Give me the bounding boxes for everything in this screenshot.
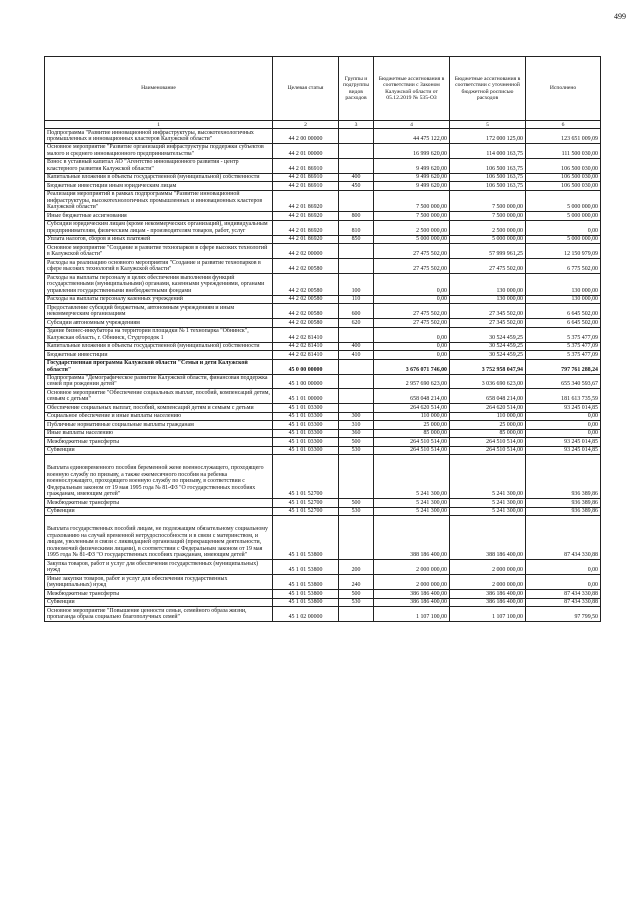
table-row (45, 590, 601, 598)
row-executed: 5 000 000,00 (526, 235, 601, 243)
row-law-allocation: 2 000 000,00 (374, 575, 450, 590)
row-name: Выплата государственных пособий лицам, не подлежащим обязательному социальному страхованию на случай временной нетрудоспособности и в связи с материнством, и лицам, уволенным в связи с ликвидацией организаций (прекращением деятельности, полномочий физическими лицами), в соответствии с Федеральным законом от 19 мая 1995 года № 81-ФЗ "О государственных пособиях гражданам, имеющим детей" (45, 516, 273, 560)
row-executed: 106 500 030,00 (526, 182, 601, 190)
row-executed: 87 434 330,88 (526, 598, 601, 606)
row-executed: 797 761 288,24 (526, 359, 601, 374)
row-law-allocation: 264 510 514,00 (374, 446, 450, 454)
row-law-allocation: 9 499 620,00 (374, 182, 450, 190)
row-target-code: 44 2 02 81410 (273, 327, 339, 342)
row-revised-allocation: 1 107 100,00 (450, 607, 526, 622)
row-executed: 5 375 477,09 (526, 342, 601, 350)
row-name: Иные закупки товаров, работ и услуг для обеспечения государственных (муниципальных) нужд (45, 575, 273, 590)
row-name: Закупка товаров, работ и услуг для обеспечения государственных (муниципальных) нужд (45, 560, 273, 575)
row-target-code: 44 2 01 00000 (273, 143, 339, 158)
row-name: Капитальные вложения в объекты государственной (муниципальной) собственности (45, 342, 273, 350)
row-name: Бюджетные инвестиции (45, 351, 273, 359)
row-law-allocation: 9 499 620,00 (374, 173, 450, 181)
row-expense-group: 530 (339, 598, 374, 606)
row-executed: 130 000,00 (526, 274, 601, 295)
row-target-code: 45 1 01 00000 (273, 389, 339, 404)
row-revised-allocation: 85 000,00 (450, 429, 526, 437)
row-target-code: 44 2 02 00580 (273, 274, 339, 295)
row-expense-group: 110 (339, 295, 374, 303)
row-expense-group: 600 (339, 304, 374, 319)
row-expense-group (339, 607, 374, 622)
row-target-code: 44 2 02 00000 (273, 244, 339, 259)
row-name: Основное мероприятие "Развитие организаций инфраструктуры поддержки субъектов малого и среднего инновационного предпринимательства" (45, 143, 273, 158)
row-law-allocation: 0,00 (374, 274, 450, 295)
table-row (45, 342, 601, 350)
table-row (45, 446, 601, 454)
row-name: Подпрограмма "Демографическое развитие Калужской области, финансовая поддержка семей при рождении детей" (45, 374, 273, 389)
row-expense-group (339, 516, 374, 560)
header-group: Группы и подгруппы видов расходов (339, 57, 374, 121)
row-law-allocation: 16 999 620,00 (374, 143, 450, 158)
row-revised-allocation: 114 000 163,75 (450, 143, 526, 158)
row-expense-group (339, 389, 374, 404)
row-expense-group: 530 (339, 446, 374, 454)
row-executed: 0,00 (526, 220, 601, 235)
row-executed: 123 651 009,09 (526, 129, 601, 144)
row-target-code: 45 1 01 52700 (273, 507, 339, 515)
row-expense-group (339, 327, 374, 342)
row-target-code: 45 1 01 03300 (273, 412, 339, 420)
row-revised-allocation: 5 241 300,00 (450, 507, 526, 515)
row-law-allocation: 110 000,00 (374, 412, 450, 420)
row-name: Расходы на выплаты персоналу в целях обеспечения выполнения функций государственными (муниципальными) органами, казенными учреждениями, органами управления государственными внебюджетными фондами (45, 274, 273, 295)
row-law-allocation: 264 510 514,00 (374, 438, 450, 446)
row-name: Реализация мероприятий в рамках подпрограммы "Развитие инновационной инфраструктуры, высокотехнологичных промышленных и инновационных кластеров Калужской области" (45, 190, 273, 211)
row-revised-allocation: 27 345 502,00 (450, 319, 526, 327)
row-law-allocation: 658 048 214,00 (374, 389, 450, 404)
row-target-code: 45 1 01 52700 (273, 499, 339, 507)
row-expense-group: 620 (339, 319, 374, 327)
row-executed: 97 799,50 (526, 607, 601, 622)
column-number-row (45, 121, 601, 129)
row-expense-group (339, 359, 374, 374)
row-expense-group: 240 (339, 575, 374, 590)
row-law-allocation: 7 500 000,00 (374, 190, 450, 211)
row-name: Субвенции (45, 446, 273, 454)
table-row (45, 607, 601, 622)
row-name: Иные выплаты населению (45, 429, 273, 437)
row-name: Основное мероприятие "Обеспечение социальных выплат, пособий, компенсаций детям, семьям с детьми" (45, 389, 273, 404)
row-revised-allocation: 264 620 514,00 (450, 404, 526, 412)
row-law-allocation: 2 957 690 623,00 (374, 374, 450, 389)
row-target-code: 44 2 01 86910 (273, 182, 339, 190)
row-revised-allocation: 30 524 459,25 (450, 327, 526, 342)
row-law-allocation: 2 500 000,00 (374, 220, 450, 235)
row-law-allocation: 7 500 000,00 (374, 212, 450, 220)
row-revised-allocation: 264 510 514,00 (450, 446, 526, 454)
row-expense-group: 850 (339, 235, 374, 243)
table-row (45, 244, 601, 259)
row-law-allocation: 27 475 502,00 (374, 304, 450, 319)
column-number: 6 (526, 121, 601, 129)
row-revised-allocation: 7 500 000,00 (450, 190, 526, 211)
row-executed: 106 500 030,00 (526, 173, 601, 181)
row-target-code: 44 2 01 86920 (273, 212, 339, 220)
table-row (45, 182, 601, 190)
row-expense-group (339, 190, 374, 211)
table-row (45, 259, 601, 274)
row-name: Предоставление субсидий бюджетным, автономным учреждениям и иным некоммерческим организациям (45, 304, 273, 319)
row-revised-allocation: 130 000,00 (450, 295, 526, 303)
table-row (45, 274, 601, 295)
row-law-allocation: 0,00 (374, 342, 450, 350)
row-revised-allocation: 27 475 502,00 (450, 259, 526, 274)
row-name: Субсидии юридическим лицам (кроме некоммерческих организаций), индивидуальным предпринимателям, физическим лицам - производителям товаров, работ, услуг (45, 220, 273, 235)
row-executed: 936 389,86 (526, 455, 601, 499)
row-law-allocation: 27 475 502,00 (374, 259, 450, 274)
column-number: 4 (374, 121, 450, 129)
row-name: Расходы на выплаты персоналу казенных учреждений (45, 295, 273, 303)
row-revised-allocation: 30 524 459,25 (450, 351, 526, 359)
row-name: Межбюджетные трансферты (45, 438, 273, 446)
row-expense-group: 500 (339, 499, 374, 507)
row-revised-allocation: 3 036 690 623,00 (450, 374, 526, 389)
row-expense-group: 310 (339, 421, 374, 429)
row-expense-group: 800 (339, 212, 374, 220)
row-name: Здание бизнес-инкубатора на территории площадки № 1 технопарка "Обнинск", Калужская область, г. Обнинск, Студгородок 1 (45, 327, 273, 342)
table-row (45, 173, 601, 181)
row-law-allocation: 3 676 071 746,00 (374, 359, 450, 374)
row-revised-allocation: 27 345 502,00 (450, 304, 526, 319)
row-target-code: 45 1 01 53800 (273, 560, 339, 575)
row-name: Субвенции (45, 507, 273, 515)
row-revised-allocation: 388 186 400,00 (450, 516, 526, 560)
header-law-allocation: Бюджетные ассигнования в соответствии с Законом Калужской области от 05.12.2019 № 535-ОЗ (374, 57, 450, 121)
table-row (45, 304, 601, 319)
row-law-allocation: 44 475 122,00 (374, 129, 450, 144)
row-target-code: 45 1 01 03300 (273, 404, 339, 412)
table-row (45, 575, 601, 590)
row-law-allocation: 5 000 000,00 (374, 235, 450, 243)
row-expense-group: 500 (339, 438, 374, 446)
row-revised-allocation: 106 500 163,75 (450, 173, 526, 181)
table-row (45, 295, 601, 303)
row-law-allocation: 0,00 (374, 327, 450, 342)
row-law-allocation: 9 499 620,00 (374, 158, 450, 173)
row-revised-allocation: 106 500 163,75 (450, 182, 526, 190)
row-expense-group: 400 (339, 173, 374, 181)
row-name: Уплата налогов, сборов и иных платежей (45, 235, 273, 243)
row-executed: 5 000 000,00 (526, 212, 601, 220)
column-number: 1 (45, 121, 273, 129)
table-row (45, 374, 601, 389)
row-revised-allocation: 386 186 400,00 (450, 598, 526, 606)
row-revised-allocation: 264 510 514,00 (450, 438, 526, 446)
row-name: Капитальные вложения в объекты государственной (муниципальной) собственности (45, 173, 273, 181)
row-target-code: 44 2 00 00000 (273, 129, 339, 144)
row-name: Иные бюджетные ассигнования (45, 212, 273, 220)
row-expense-group (339, 244, 374, 259)
row-law-allocation: 264 620 514,00 (374, 404, 450, 412)
row-expense-group (339, 143, 374, 158)
header-code: Целевая статья (273, 57, 339, 121)
row-executed: 130 000,00 (526, 295, 601, 303)
row-name: Обеспечение социальных выплат, пособий, компенсаций детям и семьям с детьми (45, 404, 273, 412)
column-number: 5 (450, 121, 526, 129)
row-revised-allocation: 57 999 961,25 (450, 244, 526, 259)
row-executed: 0,00 (526, 429, 601, 437)
row-revised-allocation: 30 524 459,25 (450, 342, 526, 350)
row-revised-allocation: 7 500 000,00 (450, 212, 526, 220)
row-executed: 936 389,86 (526, 507, 601, 515)
row-executed: 12 150 979,09 (526, 244, 601, 259)
row-executed: 93 245 014,85 (526, 446, 601, 454)
row-executed: 6 775 502,00 (526, 259, 601, 274)
row-revised-allocation: 130 000,00 (450, 274, 526, 295)
row-target-code: 45 1 01 52700 (273, 455, 339, 499)
row-target-code: 45 1 00 00000 (273, 374, 339, 389)
row-target-code: 44 2 02 00580 (273, 295, 339, 303)
row-revised-allocation: 2 000 000,00 (450, 560, 526, 575)
row-expense-group: 810 (339, 220, 374, 235)
table-row (45, 560, 601, 575)
row-executed: 87 434 330,88 (526, 516, 601, 560)
row-name: Государственная программа Калужской области "Семья и дети Калужской области" (45, 359, 273, 374)
row-law-allocation: 25 000,00 (374, 421, 450, 429)
header-name: Наименование (45, 57, 273, 121)
row-target-code: 44 2 01 86910 (273, 158, 339, 173)
row-expense-group: 100 (339, 274, 374, 295)
row-target-code: 44 2 01 86920 (273, 235, 339, 243)
row-executed: 655 340 593,67 (526, 374, 601, 389)
row-target-code: 44 2 02 00580 (273, 304, 339, 319)
row-executed: 0,00 (526, 575, 601, 590)
row-target-code: 44 2 01 86920 (273, 190, 339, 211)
row-expense-group: 500 (339, 590, 374, 598)
row-executed: 87 434 330,88 (526, 590, 601, 598)
row-target-code: 45 1 01 03300 (273, 421, 339, 429)
row-revised-allocation: 172 000 125,00 (450, 129, 526, 144)
row-law-allocation: 386 186 400,00 (374, 590, 450, 598)
row-expense-group: 360 (339, 429, 374, 437)
row-revised-allocation: 3 752 958 047,94 (450, 359, 526, 374)
row-name: Взнос в уставный капитал АО "Агентство инновационного развития - центр кластерного развития Калужской области" (45, 158, 273, 173)
row-executed: 93 245 014,85 (526, 438, 601, 446)
row-expense-group: 300 (339, 412, 374, 420)
row-executed: 0,00 (526, 421, 601, 429)
row-expense-group: 450 (339, 182, 374, 190)
row-revised-allocation: 386 186 400,00 (450, 590, 526, 598)
row-law-allocation: 5 241 300,00 (374, 499, 450, 507)
row-revised-allocation: 5 241 300,00 (450, 499, 526, 507)
row-law-allocation: 5 241 300,00 (374, 507, 450, 515)
row-name: Расходы на реализацию основного мероприятия "Создание и развитие технопарков в сфере высоких технологий в Калужской области" (45, 259, 273, 274)
row-target-code: 45 1 02 00000 (273, 607, 339, 622)
row-name: Публичные нормативные социальные выплаты гражданам (45, 421, 273, 429)
row-name: Субвенции (45, 598, 273, 606)
row-target-code: 45 1 01 53800 (273, 590, 339, 598)
row-revised-allocation: 25 000,00 (450, 421, 526, 429)
table-row (45, 143, 601, 158)
row-expense-group: 200 (339, 560, 374, 575)
row-target-code: 45 1 01 03300 (273, 438, 339, 446)
header-executed: Исполнено (526, 57, 601, 121)
table-row (45, 319, 601, 327)
table-row (45, 359, 601, 374)
row-revised-allocation: 2 000 000,00 (450, 575, 526, 590)
budget-table (44, 56, 601, 622)
row-law-allocation: 0,00 (374, 295, 450, 303)
row-revised-allocation: 2 500 000,00 (450, 220, 526, 235)
row-revised-allocation: 5 241 300,00 (450, 455, 526, 499)
table-row (45, 438, 601, 446)
row-target-code: 45 0 00 00000 (273, 359, 339, 374)
table-row (45, 220, 601, 235)
page-number: 499 (614, 12, 626, 21)
row-target-code: 44 2 01 86910 (273, 173, 339, 181)
row-law-allocation: 85 000,00 (374, 429, 450, 437)
row-law-allocation: 5 241 300,00 (374, 455, 450, 499)
row-name: Межбюджетные трансферты (45, 590, 273, 598)
row-executed: 106 500 030,00 (526, 158, 601, 173)
row-revised-allocation: 5 000 000,00 (450, 235, 526, 243)
row-executed: 0,00 (526, 560, 601, 575)
row-revised-allocation: 110 000,00 (450, 412, 526, 420)
row-executed: 0,00 (526, 412, 601, 420)
row-revised-allocation: 106 500 163,75 (450, 158, 526, 173)
row-law-allocation: 388 186 400,00 (374, 516, 450, 560)
table-row (45, 190, 601, 211)
table-row (45, 129, 601, 144)
row-expense-group (339, 129, 374, 144)
row-name: Субсидии автономным учреждениям (45, 319, 273, 327)
table-row (45, 235, 601, 243)
table-row (45, 421, 601, 429)
row-target-code: 44 2 02 81410 (273, 351, 339, 359)
row-name: Выплата единовременного пособия беременной жене военнослужащего, проходящего военную службу по призыву, а также ежемесячного пособия на ребенка военнослужащего, проходящего военную службу по призыву, в соответствии с Федеральным законом от 19 мая 1995 года № 81-ФЗ "О государственных пособиях гражданам, имеющим детей" (45, 455, 273, 499)
row-expense-group (339, 404, 374, 412)
row-law-allocation: 0,00 (374, 351, 450, 359)
row-executed: 93 245 014,85 (526, 404, 601, 412)
table-row (45, 429, 601, 437)
table-row (45, 327, 601, 342)
table-row (45, 455, 601, 499)
row-expense-group (339, 455, 374, 499)
row-executed: 111 500 030,00 (526, 143, 601, 158)
table-row (45, 212, 601, 220)
table-row (45, 499, 601, 507)
row-expense-group: 530 (339, 507, 374, 515)
row-law-allocation: 1 107 100,00 (374, 607, 450, 622)
table-row (45, 598, 601, 606)
row-expense-group (339, 259, 374, 274)
row-executed: 181 613 735,59 (526, 389, 601, 404)
row-target-code: 44 2 01 86920 (273, 220, 339, 235)
row-target-code: 44 2 02 00580 (273, 319, 339, 327)
table-row (45, 507, 601, 515)
row-target-code: 45 1 01 03300 (273, 446, 339, 454)
row-name: Основное мероприятие "Повышение ценности семьи, семейного образа жизни, пропаганда образа социально благополучных семей" (45, 607, 273, 622)
row-executed: 5 000 000,00 (526, 190, 601, 211)
row-law-allocation: 386 186 400,00 (374, 598, 450, 606)
row-target-code: 45 1 01 53800 (273, 575, 339, 590)
row-target-code: 44 2 02 81410 (273, 342, 339, 350)
row-expense-group: 410 (339, 351, 374, 359)
row-revised-allocation: 658 048 214,00 (450, 389, 526, 404)
row-law-allocation: 27 475 502,00 (374, 319, 450, 327)
row-executed: 6 645 502,00 (526, 319, 601, 327)
row-name: Социальное обеспечение и иные выплаты населению (45, 412, 273, 420)
column-number: 2 (273, 121, 339, 129)
row-target-code: 45 1 01 53800 (273, 516, 339, 560)
column-number: 3 (339, 121, 374, 129)
table-row (45, 389, 601, 404)
row-executed: 5 375 477,09 (526, 351, 601, 359)
row-expense-group (339, 158, 374, 173)
header-revised-allocation: Бюджетные ассигнования в соответствии с уточненной бюджетной росписью расходов (450, 57, 526, 121)
table-row (45, 516, 601, 560)
row-executed: 936 389,86 (526, 499, 601, 507)
row-expense-group: 400 (339, 342, 374, 350)
row-name: Бюджетные инвестиции иным юридическим лицам (45, 182, 273, 190)
table-row (45, 351, 601, 359)
row-target-code: 45 1 01 03300 (273, 429, 339, 437)
row-name: Основное мероприятие "Создание и развитие технопарков в сфере высоких технологий в Калужской области" (45, 244, 273, 259)
header-row (45, 57, 601, 121)
row-name: Подпрограмма "Развитие инновационной инфраструктуры, высокотехнологичных промышленных и инновационных кластеров Калужской области" (45, 129, 273, 144)
row-executed: 5 375 477,09 (526, 327, 601, 342)
row-law-allocation: 2 000 000,00 (374, 560, 450, 575)
table-row (45, 404, 601, 412)
row-law-allocation: 27 475 502,00 (374, 244, 450, 259)
row-expense-group (339, 374, 374, 389)
row-target-code: 44 2 02 00580 (273, 259, 339, 274)
row-executed: 6 645 502,00 (526, 304, 601, 319)
table-row (45, 412, 601, 420)
table-row (45, 158, 601, 173)
row-target-code: 45 1 01 53800 (273, 598, 339, 606)
row-name: Межбюджетные трансферты (45, 499, 273, 507)
